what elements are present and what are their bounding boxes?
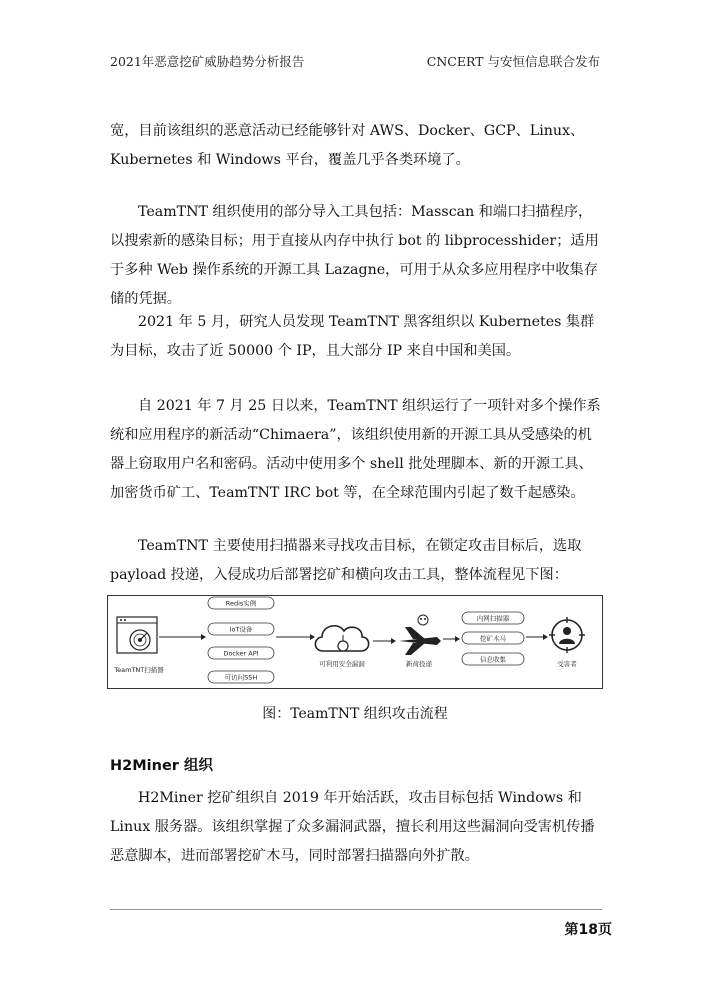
target-docker-label: Docker API — [223, 649, 259, 658]
header-publisher: CNCERT 与安恒信息联合发布 — [426, 54, 600, 69]
paragraph-kubernetes — [110, 308, 602, 366]
target-redis-label: Redis实例 — [225, 599, 257, 608]
paragraph-tools — [110, 198, 602, 314]
target-iot-label: IoT设备 — [229, 625, 253, 634]
vuln-label: 可利用安全漏洞 — [319, 660, 365, 668]
header-title: 2021年恶意挖矿威胁趋势分析报告 — [110, 54, 305, 69]
paragraph-h2miner — [110, 784, 602, 871]
paragraph-h2miner-text: H2Miner 挖矿组织自 2019 年开始活跃，攻击目标包括 Windows 和 Linux 服务器。该组织掌握了众多漏洞武器，擅长利用这些漏洞向受害机传播恶意脚本，进而部署挖矿木马，同时部署扫描器向外扩散。 — [110, 790, 595, 864]
paragraph-flow-intro — [110, 532, 602, 590]
payload-label: 新荷投递 — [406, 660, 432, 668]
victim-label: 受害者 — [557, 660, 577, 668]
footer-divider — [110, 909, 602, 910]
paragraph-platforms — [110, 117, 602, 175]
section-title: H2Miner 组织 — [110, 758, 213, 774]
figure-caption: 图：TeamTNT 组织攻击流程 — [262, 706, 448, 722]
tool-miner-label: 挖矿木马 — [480, 634, 506, 643]
paragraph-platforms-text: 宽，目前该组织的恶意活动已经能够针对 AWS、Docker、GCP、Linux、Kubernetes 和 Windows 平台，覆盖几乎各类环境了。 — [110, 123, 585, 168]
attack-flow-diagram — [107, 595, 603, 689]
paragraph-chimaera — [110, 392, 602, 508]
paragraph-flow-intro-text: TeamTNT 主要使用扫描器来寻找攻击目标，在锁定攻击目标后，选取 payload 投递，入侵成功后部署挖矿和横向攻击工具，整体流程见下图： — [110, 538, 582, 583]
paragraph-tools-text: TeamTNT 组织使用的部分导入工具包括：Masscan 和端口扫描程序，以搜索新的感染目标；用于直接从内存中执行 bot 的 libprocesshider；适用于多种 Web 操作系统的开源工具 Lazagne，可用于从众多应用程序中收集存储的凭据。 — [110, 204, 599, 307]
paragraph-kubernetes-text: 2021 年 5 月，研究人员发现 TeamTNT 黑客组织以 Kubernetes 集群为目标，攻击了近 50000 个 IP，且大部分 IP 来自中国和美国。 — [110, 314, 595, 359]
paragraph-chimaera-text: 自 2021 年 7 月 25 日以来，TeamTNT 组织运行了一项针对多个操作系统和应用程序的新活动“Chimaera”，该组织使用新的开源工具从受感染的机器上窃取用户名和密码。活动中使用多个 shell 批处理脚本、新的开源工具、加密货币矿工、TeamTNT IRC bot 等，在全球范围内引起了数千起感染。 — [110, 398, 601, 501]
target-ssh-label: 可访问SSH — [224, 673, 258, 682]
scanner-label: TeamTNT扫描器 — [114, 666, 164, 674]
scanner-icon — [117, 617, 157, 653]
page-number: 第18页 — [564, 922, 612, 938]
tool-info-label: 信息收集 — [480, 655, 506, 664]
tool-scanner-label: 内网扫描器 — [476, 614, 510, 623]
tool-list — [462, 612, 524, 665]
